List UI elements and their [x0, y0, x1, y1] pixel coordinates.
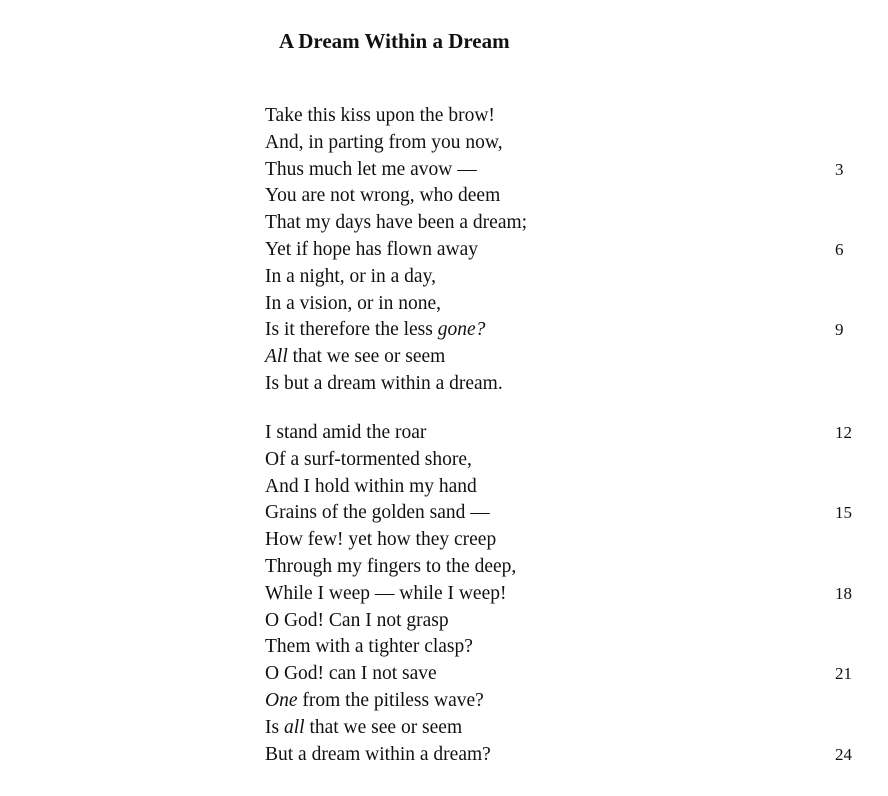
poem-line-text — [265, 744, 491, 765]
line-text-italic: gone? — [437, 319, 486, 341]
line-number: 9 — [835, 320, 844, 340]
line-text-italic: all — [283, 716, 305, 738]
poem-line — [265, 688, 855, 715]
poem-line-text — [265, 185, 500, 206]
line-text-regular: Of a surf-tormented shore, — [265, 448, 472, 470]
poem-line-text — [265, 636, 473, 657]
poem-line — [265, 317, 855, 344]
poem-line — [265, 237, 855, 264]
line-text-regular: Is it therefore the less — [265, 319, 438, 341]
line-text-regular: Take this kiss upon the brow! — [265, 105, 495, 126]
poem-line — [265, 420, 855, 447]
poem-line-text — [265, 346, 445, 367]
line-text-regular: Yet if hope has flown away — [265, 238, 479, 260]
poem-line-text — [265, 556, 516, 577]
line-text-regular: I stand amid the roar — [265, 422, 427, 443]
poem-line-text — [265, 449, 472, 470]
line-text-regular: That my days have been a dream; — [265, 212, 528, 234]
line-text-italic: All — [265, 346, 288, 368]
line-number: 12 — [835, 423, 852, 442]
line-text-regular-after: that we see or seem — [287, 346, 446, 368]
line-number: 3 — [835, 159, 844, 179]
poem-line-text — [265, 373, 503, 394]
poem-line — [265, 291, 855, 318]
line-text-regular: Is but a dream within a dream. — [265, 372, 503, 394]
line-text-regular: While I weep — while I weep! — [265, 582, 507, 604]
poem-line — [265, 742, 855, 769]
poem-line-text — [265, 422, 426, 443]
poem-line — [265, 715, 855, 742]
poem-line — [265, 103, 855, 130]
poem-line-text — [265, 476, 477, 497]
stanza-1 — [265, 103, 855, 398]
poem-line — [265, 581, 855, 608]
line-text-regular: O God! Can I not grasp — [265, 609, 449, 631]
line-text-regular: In a night, or in a day, — [265, 265, 436, 287]
poem-line — [265, 661, 855, 688]
line-text-regular: Grains of the golden sand — — [265, 502, 490, 524]
poem-line — [265, 371, 855, 398]
poem-line — [265, 634, 855, 661]
poem-line-text — [265, 717, 462, 738]
line-text-regular: In a vision, or in none, — [265, 292, 442, 314]
line-number: 24 — [835, 744, 852, 764]
poem-line-text — [265, 239, 478, 260]
poem-line — [265, 474, 855, 501]
line-text-regular: Through my fingers to the deep, — [265, 555, 517, 577]
line-text-regular: O God! can I not save — [265, 663, 437, 685]
poem-line — [265, 210, 855, 237]
poem-line-text — [265, 132, 503, 153]
line-number: 21 — [835, 664, 852, 684]
poem-line — [265, 608, 855, 635]
poem-line — [265, 130, 855, 157]
poem-line — [265, 554, 855, 581]
line-number: 15 — [835, 503, 852, 523]
poem-line — [265, 500, 855, 527]
poem-line — [265, 157, 855, 184]
poem-line-text — [265, 583, 506, 604]
line-text-regular: Thus much let me avow — — [265, 158, 477, 180]
poem-line-text — [265, 610, 449, 631]
line-number: 6 — [835, 239, 844, 259]
line-text-italic: One — [265, 689, 298, 711]
poem-line — [265, 527, 855, 554]
poem-line-text — [265, 529, 496, 550]
line-text-regular: But a dream within a dream? — [265, 743, 491, 765]
line-text-regular: Them with a tighter clasp? — [265, 636, 473, 658]
line-text-regular: You are not wrong, who deem — [265, 185, 501, 207]
poem-line — [265, 264, 855, 291]
poem-line-text — [265, 319, 485, 340]
line-text-regular: How few! yet how they creep — [265, 529, 497, 551]
poem-line-text — [265, 105, 495, 126]
poem-line-text — [265, 159, 477, 180]
line-number: 18 — [835, 583, 852, 603]
poem-line-text — [265, 690, 484, 711]
poem-line-text — [265, 293, 441, 314]
line-text-regular-after: that we see or seem — [304, 716, 463, 738]
poem-line-text — [265, 266, 436, 287]
poem-line — [265, 183, 855, 210]
poem-line-text — [265, 663, 437, 684]
line-text-regular: And, in parting from you now, — [265, 131, 503, 153]
poem-line-text — [265, 502, 490, 523]
line-text-regular: And I hold within my hand — [265, 475, 477, 497]
poem-line — [265, 344, 855, 371]
stanza-2 — [265, 420, 855, 768]
line-text-regular-after: from the pitiless wave? — [297, 689, 484, 711]
line-text-regular: Is — [265, 716, 284, 738]
poem-line — [265, 447, 855, 474]
poem-line-text — [265, 212, 527, 233]
poem-title: A Dream Within a Dream — [279, 29, 510, 53]
